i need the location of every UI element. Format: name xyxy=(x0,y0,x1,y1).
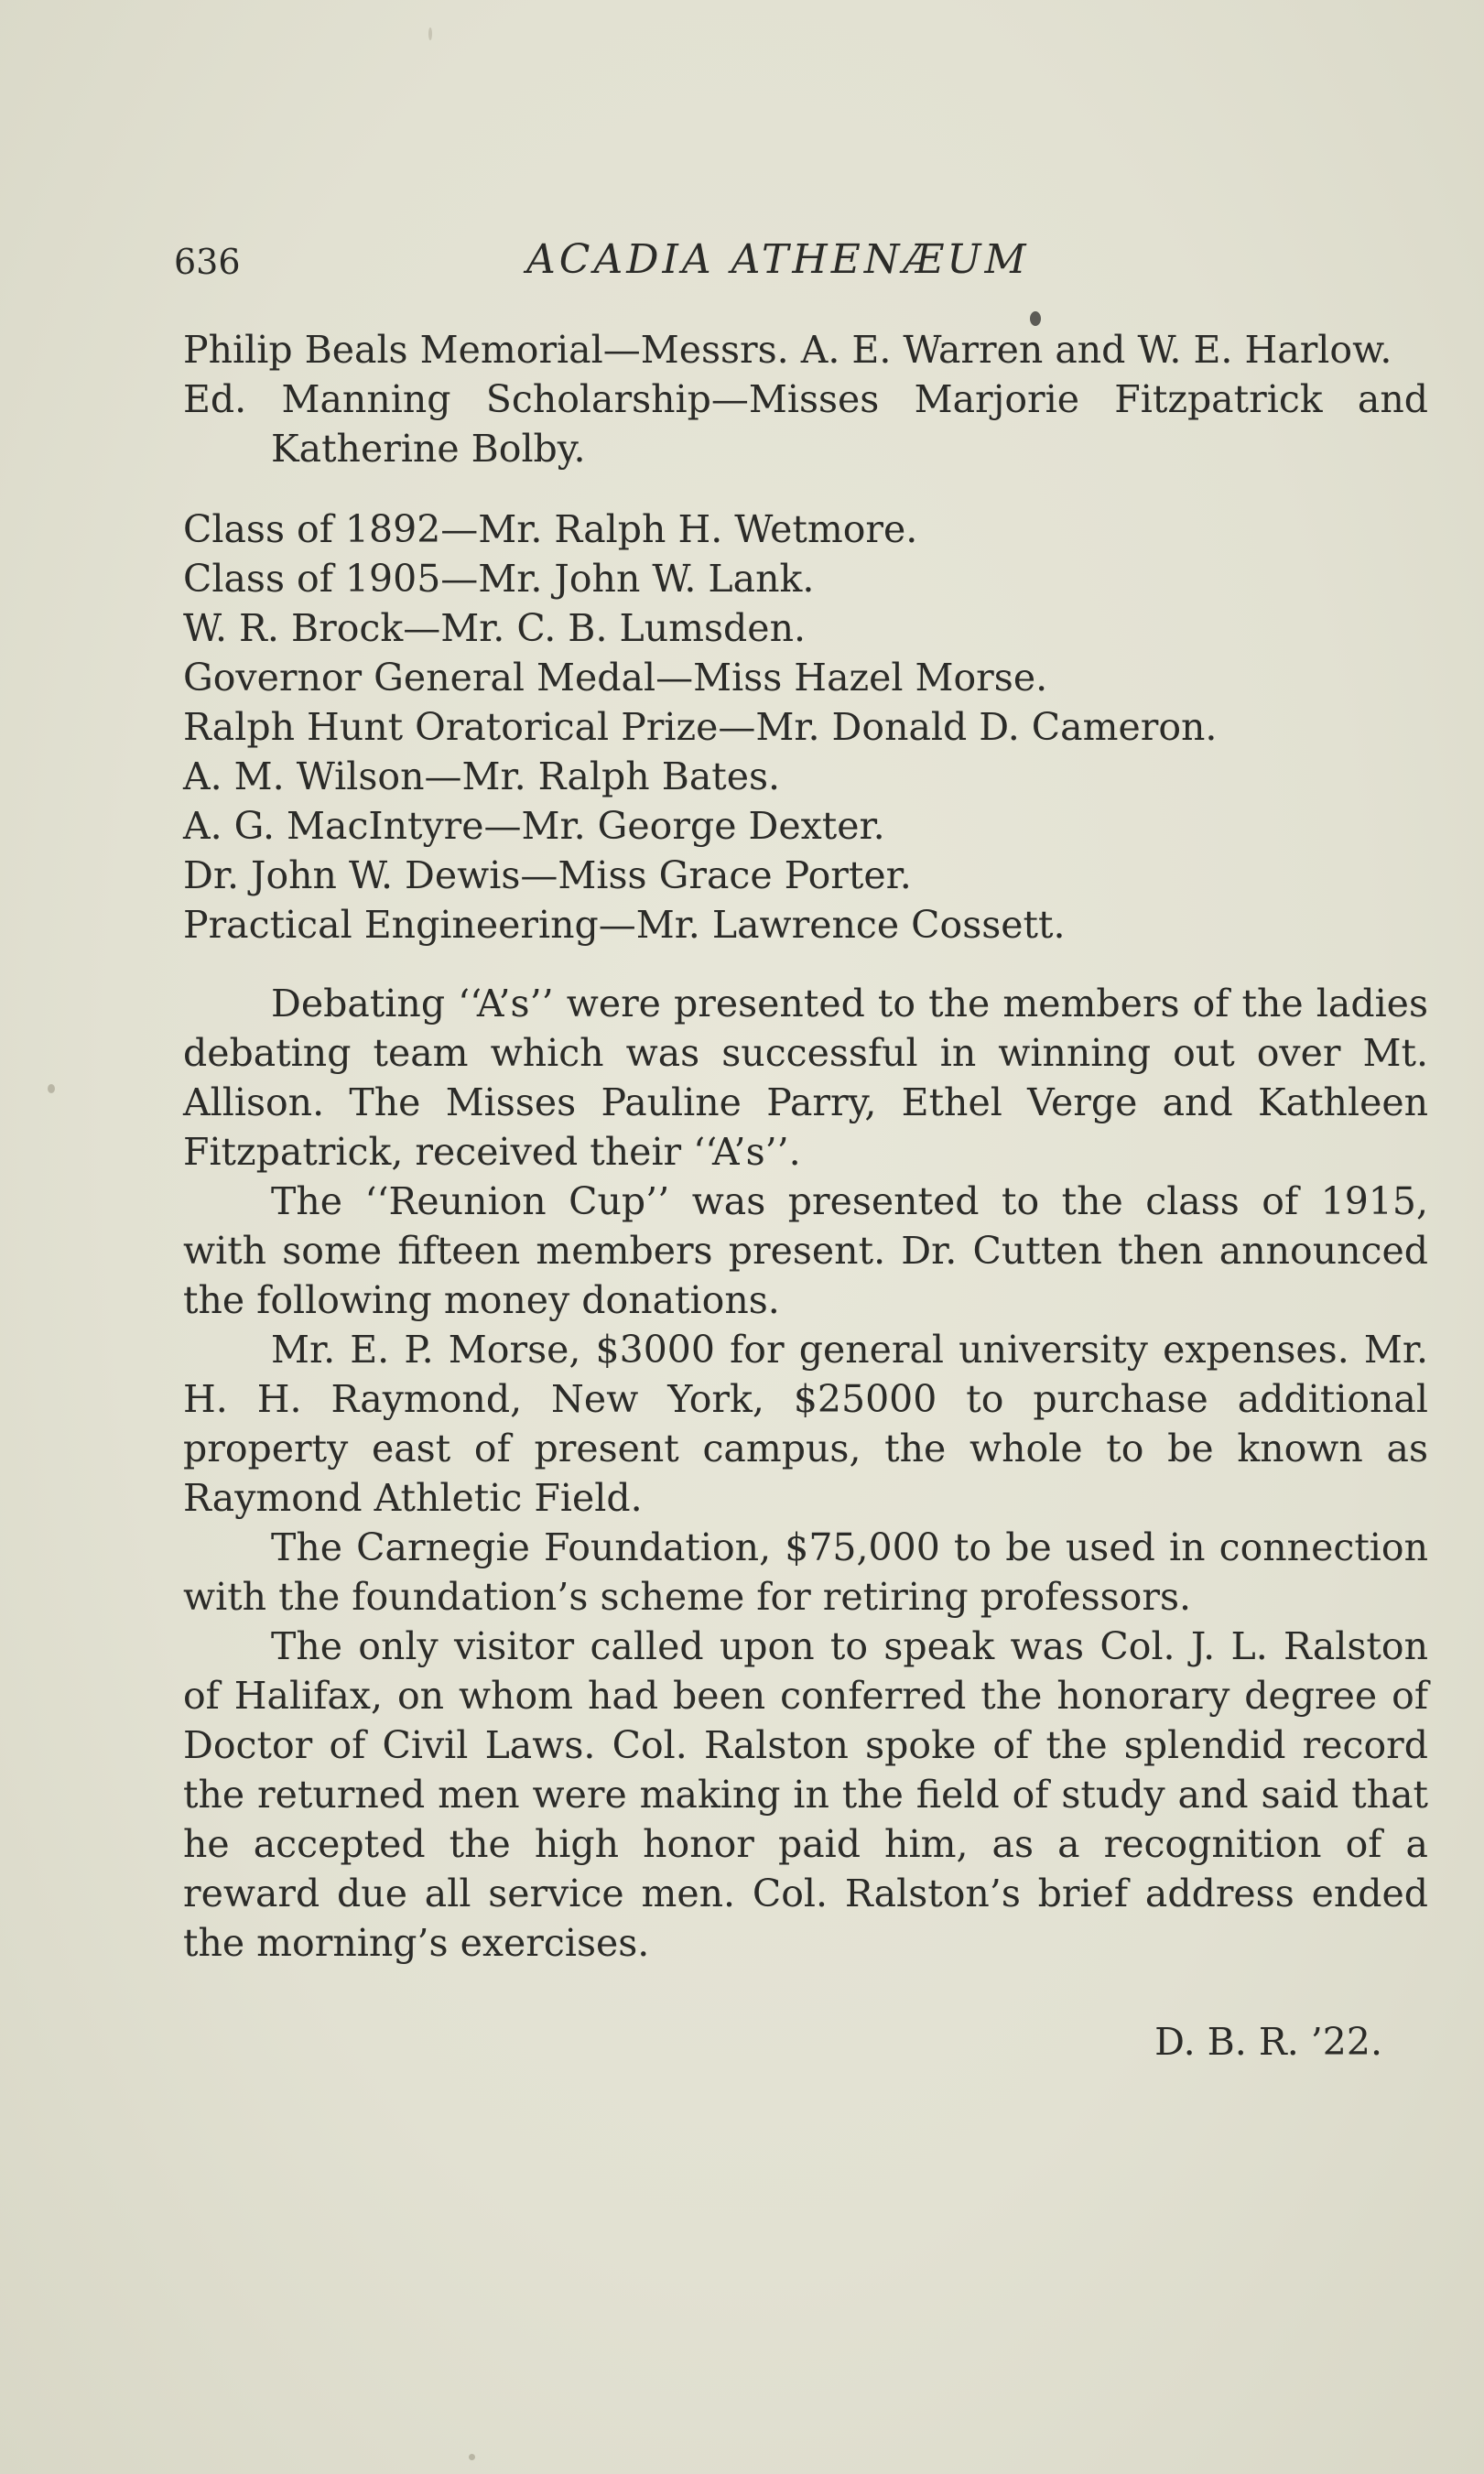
paper-speck xyxy=(428,27,432,40)
report-paragraphs xyxy=(183,979,1428,1968)
prize-line: Governor General Medal—Miss Hazel Morse. xyxy=(183,656,1048,700)
prize-list xyxy=(183,505,1428,949)
prize-line: Practical Engineering—Mr. Lawrence Cossett. xyxy=(183,903,1066,947)
prize-entry: Philip Beals Memorial—Messrs. A. E. Warren and W. E. Harlow. xyxy=(183,328,1392,372)
prize-line: Ralph Hunt Oratorical Prize—Mr. Donald D. Cameron. xyxy=(183,705,1218,749)
paper-speck xyxy=(469,2454,475,2460)
page-number: 636 xyxy=(174,242,241,282)
prize-line: Dr. John W. Dewis—Miss Grace Porter. xyxy=(183,853,912,897)
prize-line: A. G. MacIntyre—Mr. George Dexter. xyxy=(183,804,885,848)
page-header xyxy=(174,236,1428,291)
paper-speck xyxy=(1030,311,1041,326)
special-prizes xyxy=(183,325,1428,473)
running-title: ACADIA ATHENÆUM xyxy=(526,236,1030,283)
paragraph: The Carnegie Foundation, $75,000 to be used in connection with the foundation’s scheme for retiring professors. xyxy=(183,1525,1428,1619)
prize-line: Class of 1892—Mr. Ralph H. Wetmore. xyxy=(183,507,918,551)
paper-speck xyxy=(48,1084,55,1093)
prize-line: A. M. Wilson—Mr. Ralph Bates. xyxy=(183,754,781,798)
prize-line: W. R. Brock—Mr. C. B. Lumsden. xyxy=(183,606,807,650)
prize-line: Class of 1905—Mr. John W. Lank. xyxy=(183,557,815,601)
paragraph: Mr. E. P. Morse, $3000 for general university expenses. Mr. H. H. Raymond, New York, $25000 to purchase additional property east of present campus, the whole to be known as Raymond Athletic Field. xyxy=(183,1328,1428,1520)
author-signature: D. B. R. ’22. xyxy=(1154,2020,1382,2064)
article-body xyxy=(183,325,1428,2067)
paragraph: The only visitor called upon to speak was Col. J. L. Ralston of Halifax, on whom had been conferred the honorary degree of Doctor of Civil Laws. Col. Ralston spoke of the splendid record the returned men were making in the field of study and said that he accepted the high honor paid him, as a recognition of a reward due all service men. Col. Ralston’s brief address ended the morning’s exercises. xyxy=(183,1624,1428,1965)
prize-entry: Ed. Manning Scholarship—Misses Marjorie Fitzpatrick and Katherine Bolby. xyxy=(183,377,1428,471)
paragraph: Debating ‘‘A’s’’ were presented to the members of the ladies debating team which was successful in winning out over Mt. Allison. The Misses Pauline Parry, Ethel Verge and Kathleen Fitzpatrick, received their ‘‘A’s’’. xyxy=(183,982,1428,1174)
paragraph: The ‘‘Reunion Cup’’ was presented to the class of 1915, with some fifteen members present. Dr. Cutten then announced the following money donations. xyxy=(183,1179,1428,1322)
